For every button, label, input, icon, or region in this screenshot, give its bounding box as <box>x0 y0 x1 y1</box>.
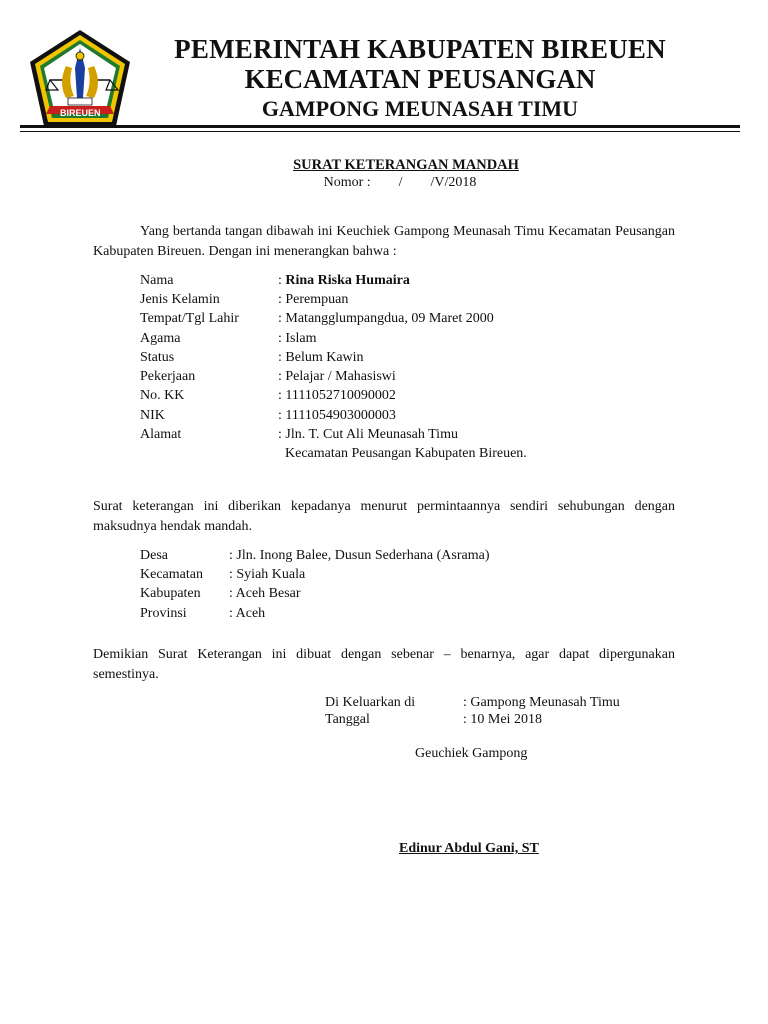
value-pekerjaan: : Pelajar / Mahasiswi <box>278 369 396 384</box>
value-kecamatan: : Syiah Kuala <box>229 567 306 582</box>
header-village: GAMPONG MEUNASAH TIMU <box>261 96 579 121</box>
value-status: : Belum Kawin <box>278 350 364 365</box>
value-nik: : 1111054903000003 <box>278 408 396 423</box>
label-nik: NIK <box>140 408 165 423</box>
issued-label: Di Keluarkan di <box>325 695 416 710</box>
logo-banner-text: BIREUEN <box>60 108 101 118</box>
issued-value: : Gampong Meunasah Timu <box>463 695 620 710</box>
value-desa: : Jln. Inong Balee, Dusun Sederhana (Asrama) <box>229 548 490 563</box>
label-nama: Nama <box>140 273 174 288</box>
label-kecamatan: Kecamatan <box>140 567 203 582</box>
label-provinsi: Provinsi <box>140 606 187 621</box>
date-label: Tanggal <box>325 712 370 727</box>
signer-title: Geuchiek Gampong <box>415 746 528 761</box>
label-kabupaten: Kabupaten <box>140 586 201 601</box>
value-provinsi: : Aceh <box>229 606 266 621</box>
label-desa: Desa <box>140 548 168 563</box>
value-jenis-kelamin: : Perempuan <box>278 292 349 307</box>
value-kabupaten: : Aceh Besar <box>229 586 301 601</box>
date-value: : 10 Mei 2018 <box>463 712 542 727</box>
label-tempat-tgl-lahir: Tempat/Tgl Lahir <box>140 311 239 326</box>
label-jenis-kelamin: Jenis Kelamin <box>140 292 220 307</box>
letter-title: SURAT KETERANGAN MANDAH <box>293 157 519 173</box>
header-district: KECAMATAN PEUSANGAN <box>244 64 596 94</box>
signer-name: Edinur Abdul Gani, ST <box>399 841 539 856</box>
value-tempat-tgl-lahir: : Matangglumpangdua, 09 Maret 2000 <box>278 311 494 326</box>
label-alamat: Alamat <box>140 427 182 442</box>
letter-number: Nomor : / /V/2018 <box>323 175 477 190</box>
closing-paragraph: Demikian Surat Keterangan ini dibuat dengan sebenar – benarnya, agar dapat dipergunakan semestinya. <box>93 647 675 682</box>
value-nama: : Rina Riska Humaira <box>278 273 410 288</box>
value-alamat: : Jln. T. Cut Ali Meunasah Timu <box>278 427 458 442</box>
header-divider-thick <box>20 125 740 128</box>
label-agama: Agama <box>140 331 181 346</box>
purpose-paragraph: Surat keterangan ini diberikan kepadanya menurut permintaannya sendiri sehubungan dengan maksudnya hendak mandah. <box>93 499 675 534</box>
header-divider-thin <box>20 131 740 132</box>
label-pekerjaan: Pekerjaan <box>140 369 196 384</box>
value-agama: : Islam <box>278 331 317 346</box>
intro-text: Yang bertanda tangan dibawah ini Keuchiek Gampong Meunasah Timu Kecamatan Peusangan Kabupaten Bireuen. Dengan ini menerangkan bahwa : <box>93 224 675 259</box>
intro-paragraph <box>93 222 675 262</box>
header-government: PEMERINTAH KABUPATEN BIREUEN <box>174 34 666 64</box>
value-no-kk: : 1111052710090002 <box>278 388 396 403</box>
label-status: Status <box>140 350 175 365</box>
value-alamat-line2: Kecamatan Peusangan Kabupaten Bireuen. <box>278 446 527 461</box>
label-no-kk: No. KK <box>140 388 185 403</box>
